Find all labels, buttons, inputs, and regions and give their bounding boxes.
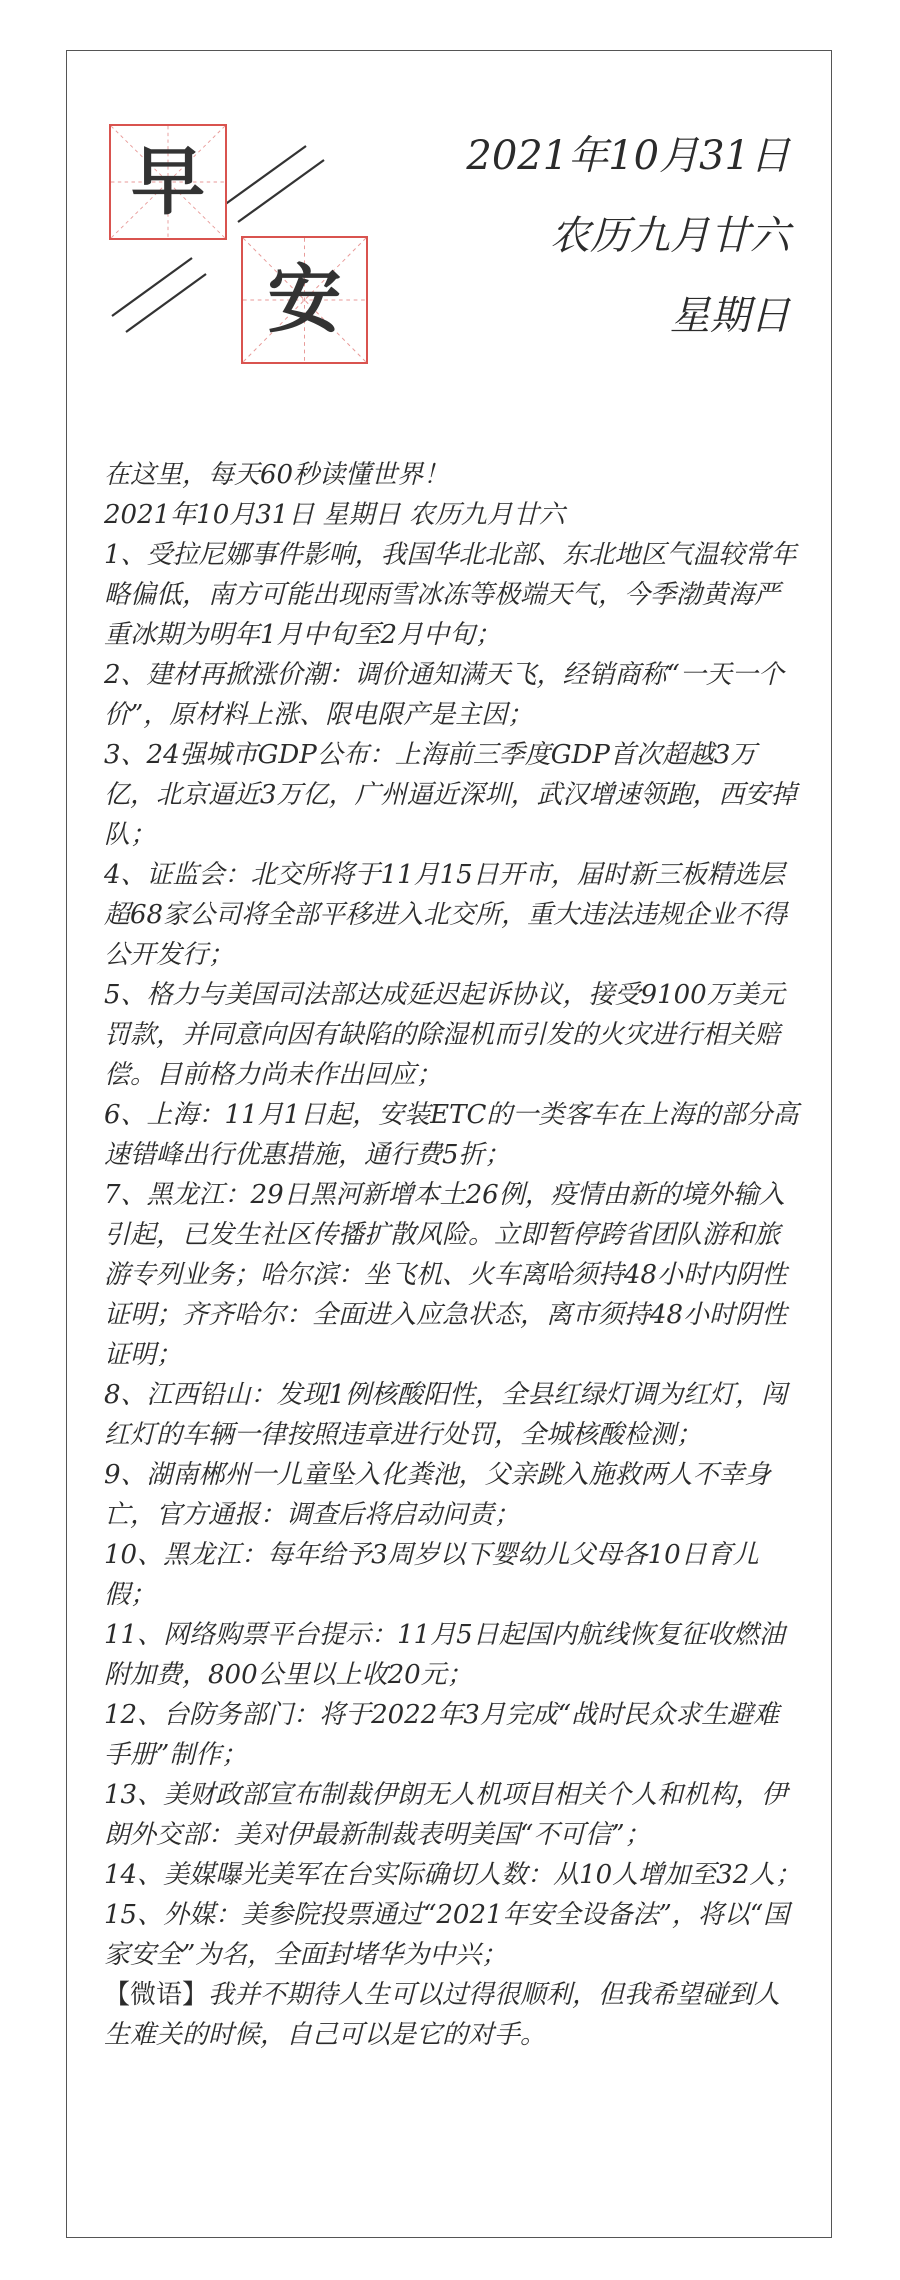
news-item: 3、24强城市GDP公布：上海前三季度GDP首次超越3万亿，北京逼近3万亿，广州逼近深圳，武汉增速领跑，西安掉队； xyxy=(104,740,797,850)
news-item: 14、美媒曝光美军在台实际确切人数：从10人增加至32人； xyxy=(104,1860,802,1890)
weekday: 星期日 xyxy=(670,293,790,339)
news-item: 10、黑龙江：每年给予3周岁以下婴幼儿父母各10日育儿假； xyxy=(104,1540,759,1610)
news-item: 11、网络购票平台提示：11月5日起国内航线恢复征收燃油附加费，800公里以上收20元； xyxy=(104,1620,785,1690)
quote-text: 我并不期待人生可以过得很顺利，但我希望碰到人生难关的时候，自己可以是它的对手。 xyxy=(104,1980,781,2050)
daily-quote xyxy=(104,1975,804,2055)
intro-slogan: 在这里，每天60秒读懂世界！ xyxy=(104,460,450,490)
greeting-char-box-1 xyxy=(109,124,227,240)
news-item: 4、证监会：北交所将于11月15日开市，届时新三板精选层超68家公司将全部平移进入北交所，重大违法违规企业不得公开发行； xyxy=(104,860,788,970)
greeting-char-2: 安 xyxy=(267,257,342,343)
news-item: 5、格力与美国司法部达成延迟起诉协议，接受9100万美元罚款，并同意向因有缺陷的除湿机而引发的火灾进行相关赔偿。目前格力尚未作出回应； xyxy=(104,980,785,1090)
news-item: 12、台防务部门：将于2022年3月完成“战时民众求生避难手册”制作； xyxy=(104,1700,780,1770)
intro-date-line: 2021年10月31日 星期日 农历九月廿六 xyxy=(104,500,565,530)
news-item: 6、上海：11月1日起，安装ETC的一类客车在上海的部分高速错峰出行优惠措施，通行费5折； xyxy=(104,1100,799,1170)
news-item: 13、美财政部宣布制裁伊朗无人机项目相关个人和机构，伊朗外交部：美对伊最新制裁表明美国“不可信”； xyxy=(104,1780,788,1850)
news-item: 7、黑龙江：29日黑河新增本土26例，疫情由新的境外输入引起，已发生社区传播扩散风险。立即暂停跨省团队游和旅游专列业务；哈尔滨：坐飞机、火车离哈须持48小时内阴性证明；齐齐哈尔：全面进入应急状态，离市须持48小时阴性证明； xyxy=(104,1180,788,1370)
quote-prefix: 【微语】 xyxy=(104,1980,209,2010)
greeting-char-1: 早 xyxy=(131,139,205,225)
news-item: 8、江西铅山：发现1例核酸阳性，全县红绿灯调为红灯，闯红灯的车辆一律按照违章进行处罚，全城核酸检测； xyxy=(104,1380,788,1450)
news-item: 1、受拉尼娜事件影响，我国华北北部、东北地区气温较常年略偏低，南方可能出现雨雪冰冻等极端天气，今季渤黄海严重冰期为明年1月中旬至2月中旬； xyxy=(104,540,797,650)
news-item: 9、湖南郴州一儿童坠入化粪池，父亲跳入施救两人不幸身亡，官方通报：调查后将启动问责； xyxy=(104,1460,771,1530)
news-item: 15、外媒：美参院投票通过“2021年安全设备法”，将以“国家安全”为名，全面封堵华为中兴； xyxy=(104,1900,790,1970)
date-lunar: 农历九月廿六 xyxy=(550,213,790,259)
greeting-char-box-2 xyxy=(241,236,368,364)
date-gregorian: 2021年10月31日 xyxy=(466,133,790,179)
date-block xyxy=(466,133,790,376)
news-item: 2、建材再掀涨价潮：调价通知满天飞，经销商称“一天一个价”，原材料上涨、限电限产是主因； xyxy=(104,660,784,730)
news-content xyxy=(104,455,804,2055)
